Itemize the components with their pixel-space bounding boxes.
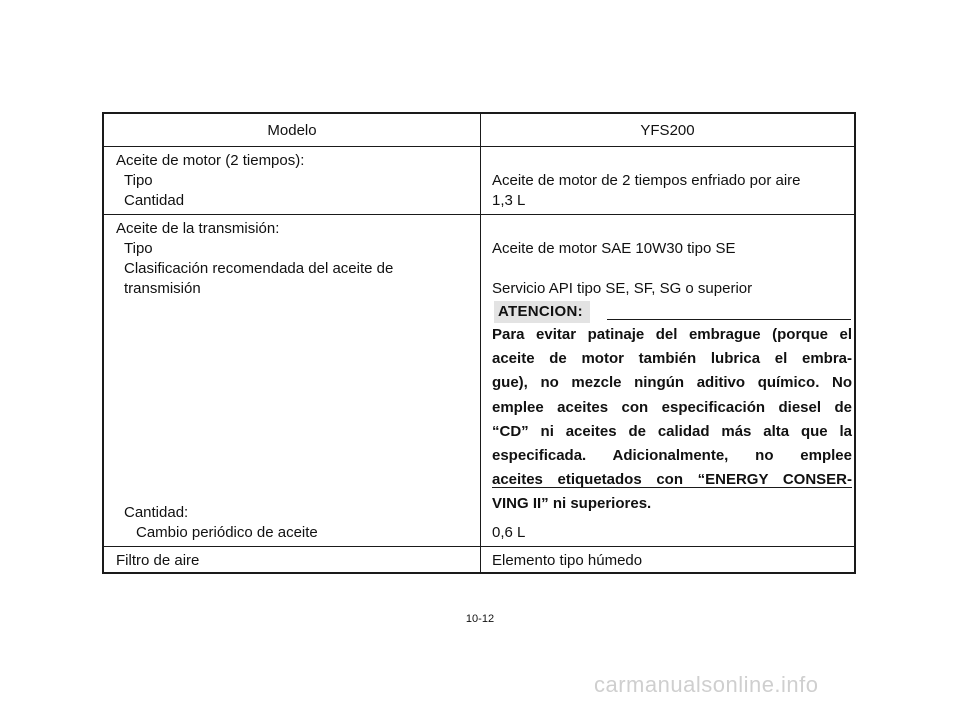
column-divider — [480, 215, 481, 546]
warning-line: VING II” ni superiores. — [492, 495, 652, 513]
transmission-oil-classification-value: Servicio API tipo SE, SF, SG o superior — [492, 280, 753, 297]
warning-line: gue), no mezcle ningún aditivo químico. No — [492, 374, 852, 392]
engine-oil-title: Aceite de motor (2 tiempos): — [116, 152, 305, 169]
column-divider — [480, 147, 481, 214]
warning-line: aceite de motor también lubrica el embra- — [492, 350, 852, 368]
transmission-oil-classification-label-cont: transmisión — [124, 280, 201, 297]
air-filter-label: Filtro de aire — [116, 552, 200, 569]
watermark: carmanualsonline.info — [594, 672, 819, 697]
warning-line: aceites etiquetados con “ENERGY CONSER- — [492, 471, 852, 489]
engine-oil-type-value: Aceite de motor de 2 tiempos enfriado por aire — [492, 172, 801, 189]
transmission-oil-quantity-label: Cantidad: — [124, 504, 189, 521]
header-model-label: Modelo — [267, 122, 317, 139]
engine-oil-quantity-value: 1,3 L — [492, 192, 526, 209]
oil-change-label: Cambio periódico de aceite — [136, 524, 318, 541]
engine-oil-row — [104, 146, 854, 214]
attention-bottom-rule — [492, 487, 852, 488]
air-filter-row — [104, 546, 854, 574]
warning-line: “CD” ni aceites de calidad más alta que la — [492, 422, 852, 440]
transmission-oil-row — [104, 214, 854, 546]
transmission-oil-title: Aceite de la transmisión: — [116, 220, 280, 237]
warning-line: emplee aceites con especificación diesel de — [492, 398, 852, 416]
table-header-row — [104, 114, 854, 146]
warning-line: Para evitar patinaje del embrague (porque el — [492, 326, 852, 343]
attention-label: ATENCION: — [498, 303, 583, 320]
engine-oil-type-label: Tipo — [124, 172, 153, 189]
transmission-oil-type-value: Aceite de motor SAE 10W30 tipo SE — [492, 240, 736, 257]
transmission-oil-type-label: Tipo — [124, 240, 153, 257]
transmission-oil-classification-label: Clasificación recomendada del aceite de — [124, 260, 394, 277]
oil-change-value: 0,6 L — [492, 524, 526, 541]
attention-top-rule — [607, 319, 851, 320]
warning-line: especificada. Adicionalmente, no emplee — [492, 446, 852, 464]
column-divider — [480, 547, 481, 574]
specifications-table — [102, 112, 856, 574]
air-filter-value: Elemento tipo húmedo — [492, 552, 643, 569]
page-number: 10-12 — [465, 613, 495, 625]
header-model-value: YFS200 — [640, 122, 695, 139]
engine-oil-quantity-label: Cantidad — [124, 192, 185, 209]
